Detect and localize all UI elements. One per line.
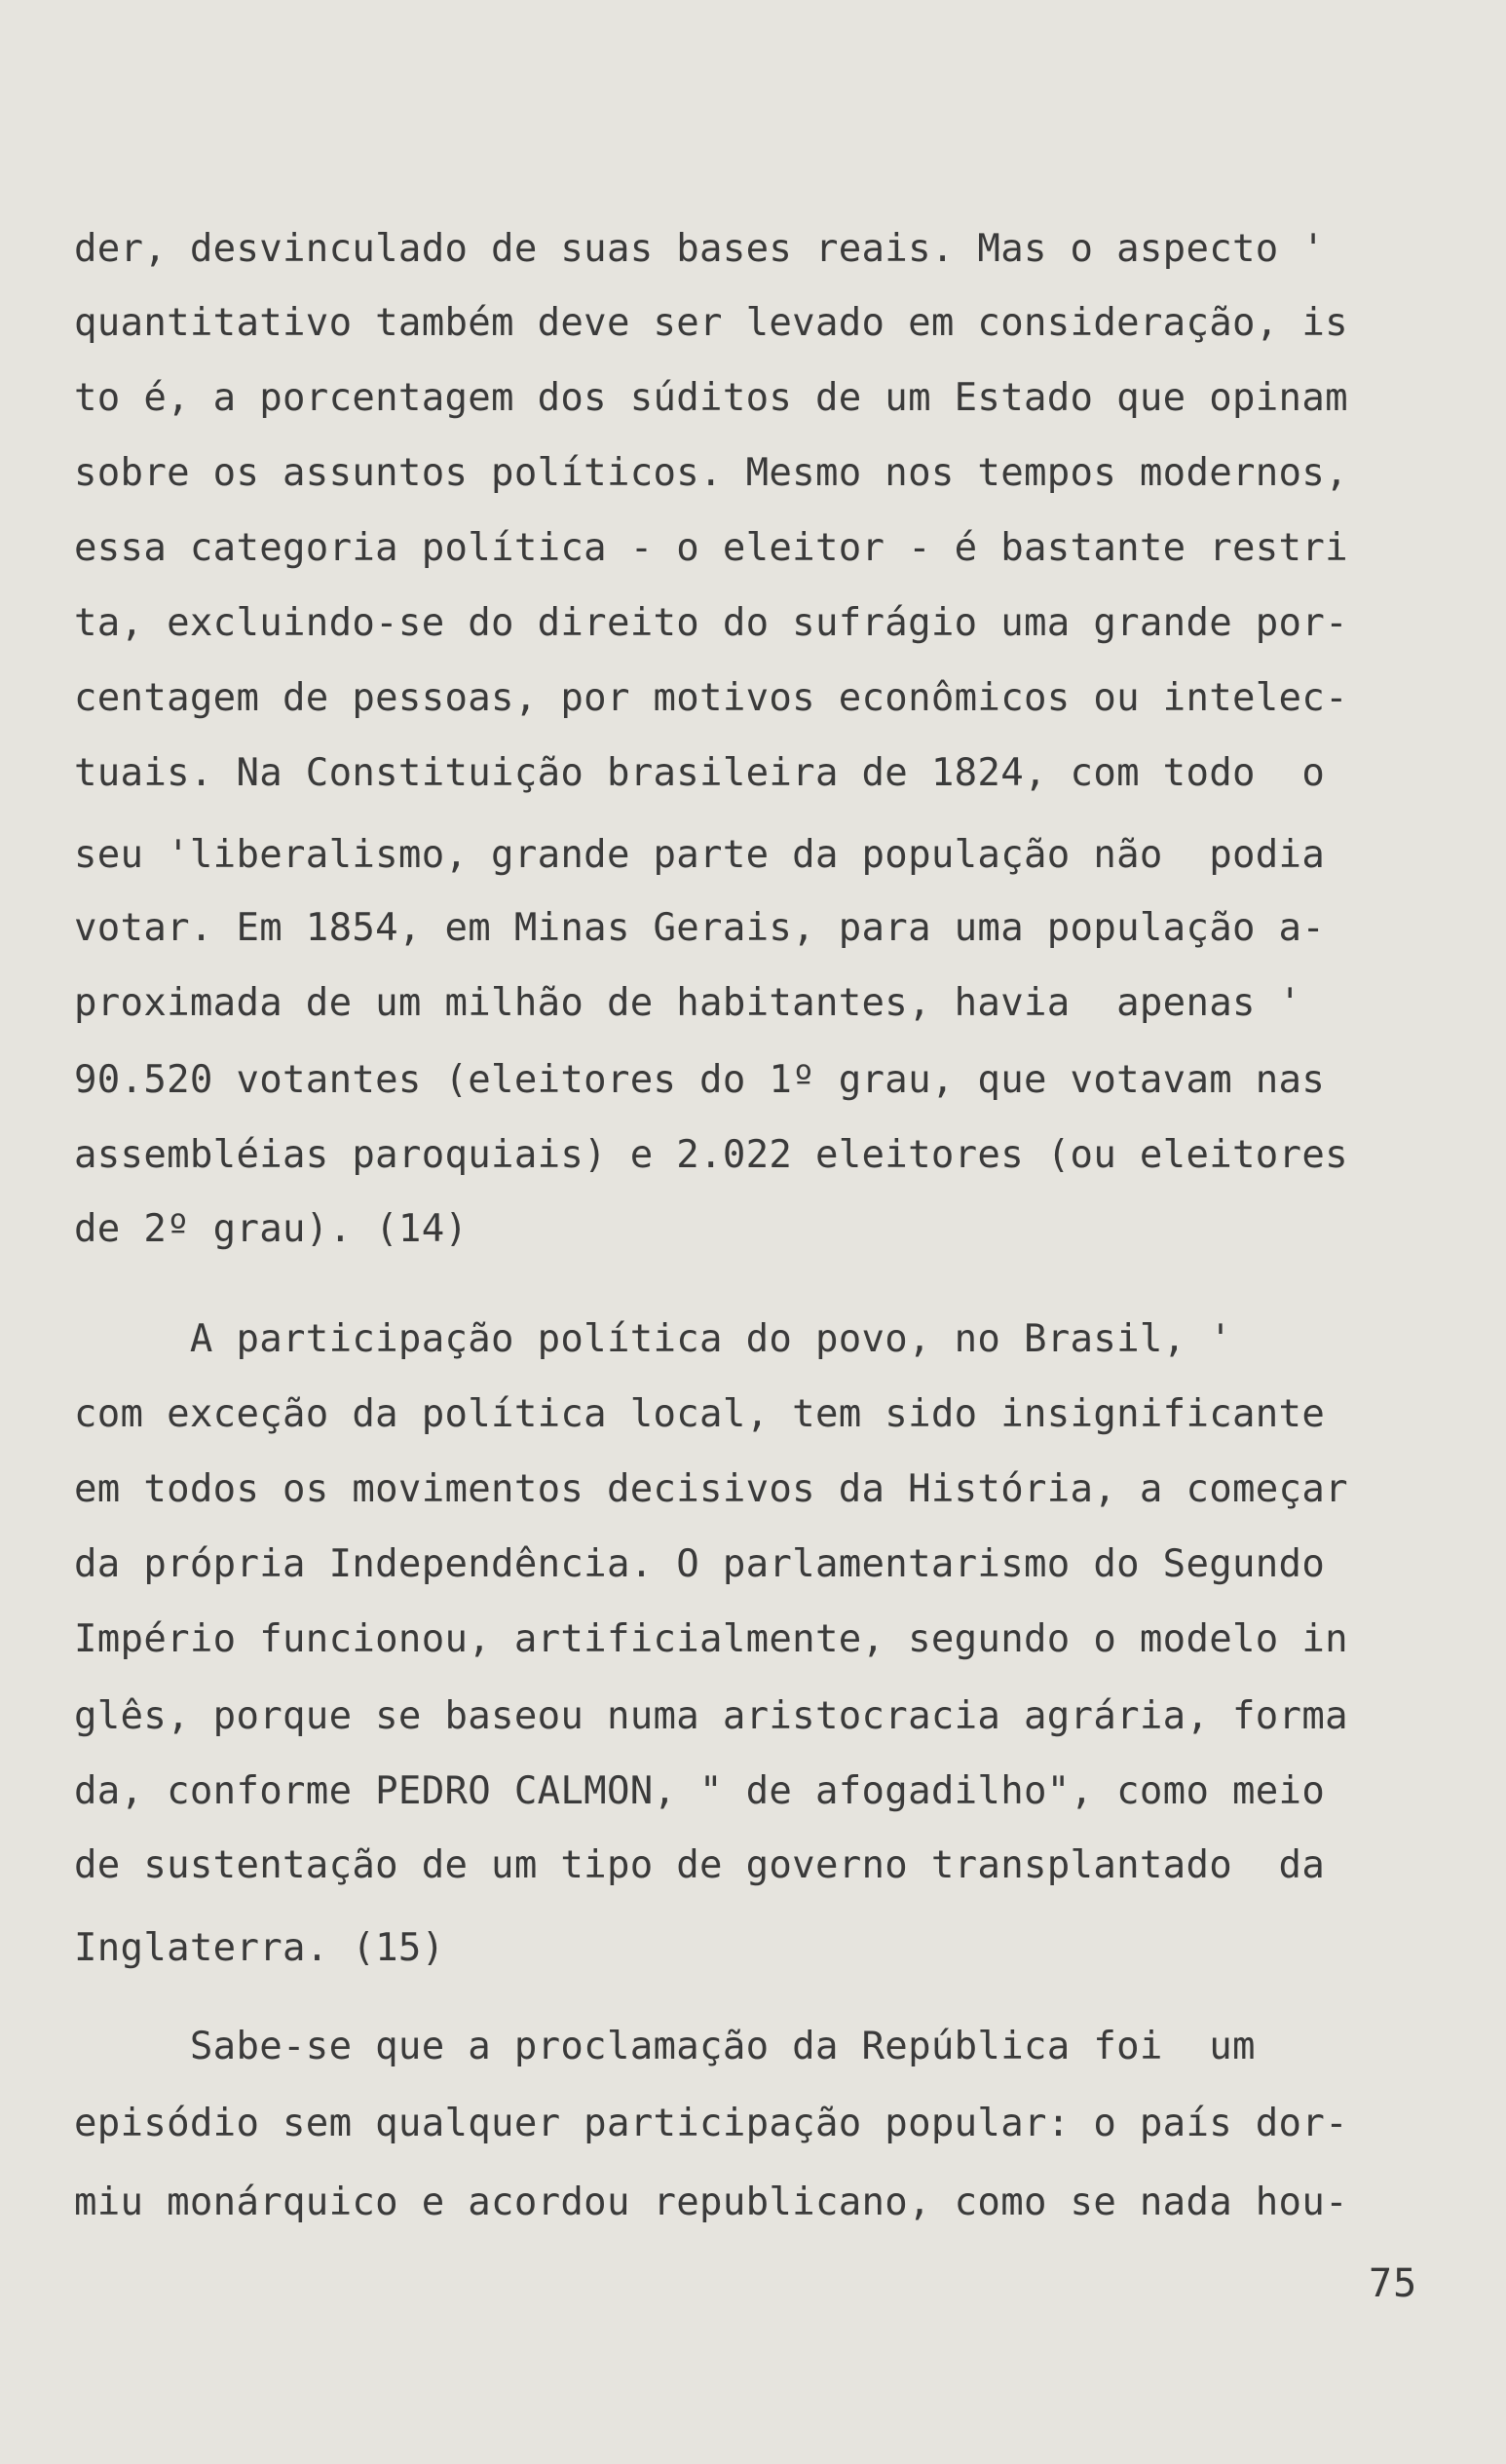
text-line: miu monárquico e acordou republicano, como se nada hou- (74, 2180, 1348, 2224)
text-line: proximada de um milhão de habitantes, havia apenas ' (74, 981, 1302, 1025)
text-line: A participação política do povo, no Brasil, ' (74, 1317, 1232, 1361)
text-line: em todos os movimentos decisivos da História, a começar (74, 1467, 1348, 1511)
text-line: episódio sem qualquer participação popular: o país dor- (74, 2102, 1348, 2145)
text-line: sobre os assuntos políticos. Mesmo nos tempos modernos, (74, 451, 1348, 495)
text-line: assembléias paroquiais) e 2.022 eleitores (ou eleitores (74, 1133, 1348, 1177)
text-line: com exceção da política local, tem sido insignificante (74, 1392, 1326, 1436)
text-line: 90.520 votantes (eleitores do 1º grau, que votavam nas (74, 1058, 1326, 1102)
page-number: 75 (1369, 2261, 1418, 2306)
text-line: Sabe-se que a proclamação da República foi um (74, 2025, 1256, 2068)
text-line: de 2º grau). (14) (74, 1207, 469, 1251)
text-line: der, desvinculado de suas bases reais. Mas o aspecto ' (74, 227, 1326, 271)
text-line: glês, porque se baseou numa aristocracia agrária, forma (74, 1694, 1348, 1738)
text-line: ta, excluindo-se do direito do sufrágio uma grande por- (74, 601, 1348, 645)
text-line: centagem de pessoas, por motivos econômicos ou intelec- (74, 676, 1348, 720)
text-line: da, conforme PEDRO CALMON, " de afogadilho", como meio (74, 1769, 1326, 1813)
text-line: quantitativo também deve ser levado em consideração, is (74, 301, 1348, 345)
text-line: to é, a porcentagem dos súditos de um Estado que opinam (74, 376, 1348, 420)
text-line: seu 'liberalismo, grande parte da população não podia (74, 833, 1326, 877)
text-line: de sustentação de um tipo de governo transplantado da (74, 1843, 1326, 1887)
text-line: Império funcionou, artificialmente, segundo o modelo in (74, 1617, 1348, 1661)
text-line: da própria Independência. O parlamentarismo do Segundo (74, 1542, 1326, 1586)
text-line: votar. Em 1854, em Minas Gerais, para uma população a- (74, 906, 1326, 950)
text-line: essa categoria política - o eleitor - é bastante restri (74, 526, 1348, 570)
text-line: tuais. Na Constituição brasileira de 1824, com todo o (74, 751, 1326, 795)
text-line: Inglaterra. (15) (74, 1926, 445, 1970)
